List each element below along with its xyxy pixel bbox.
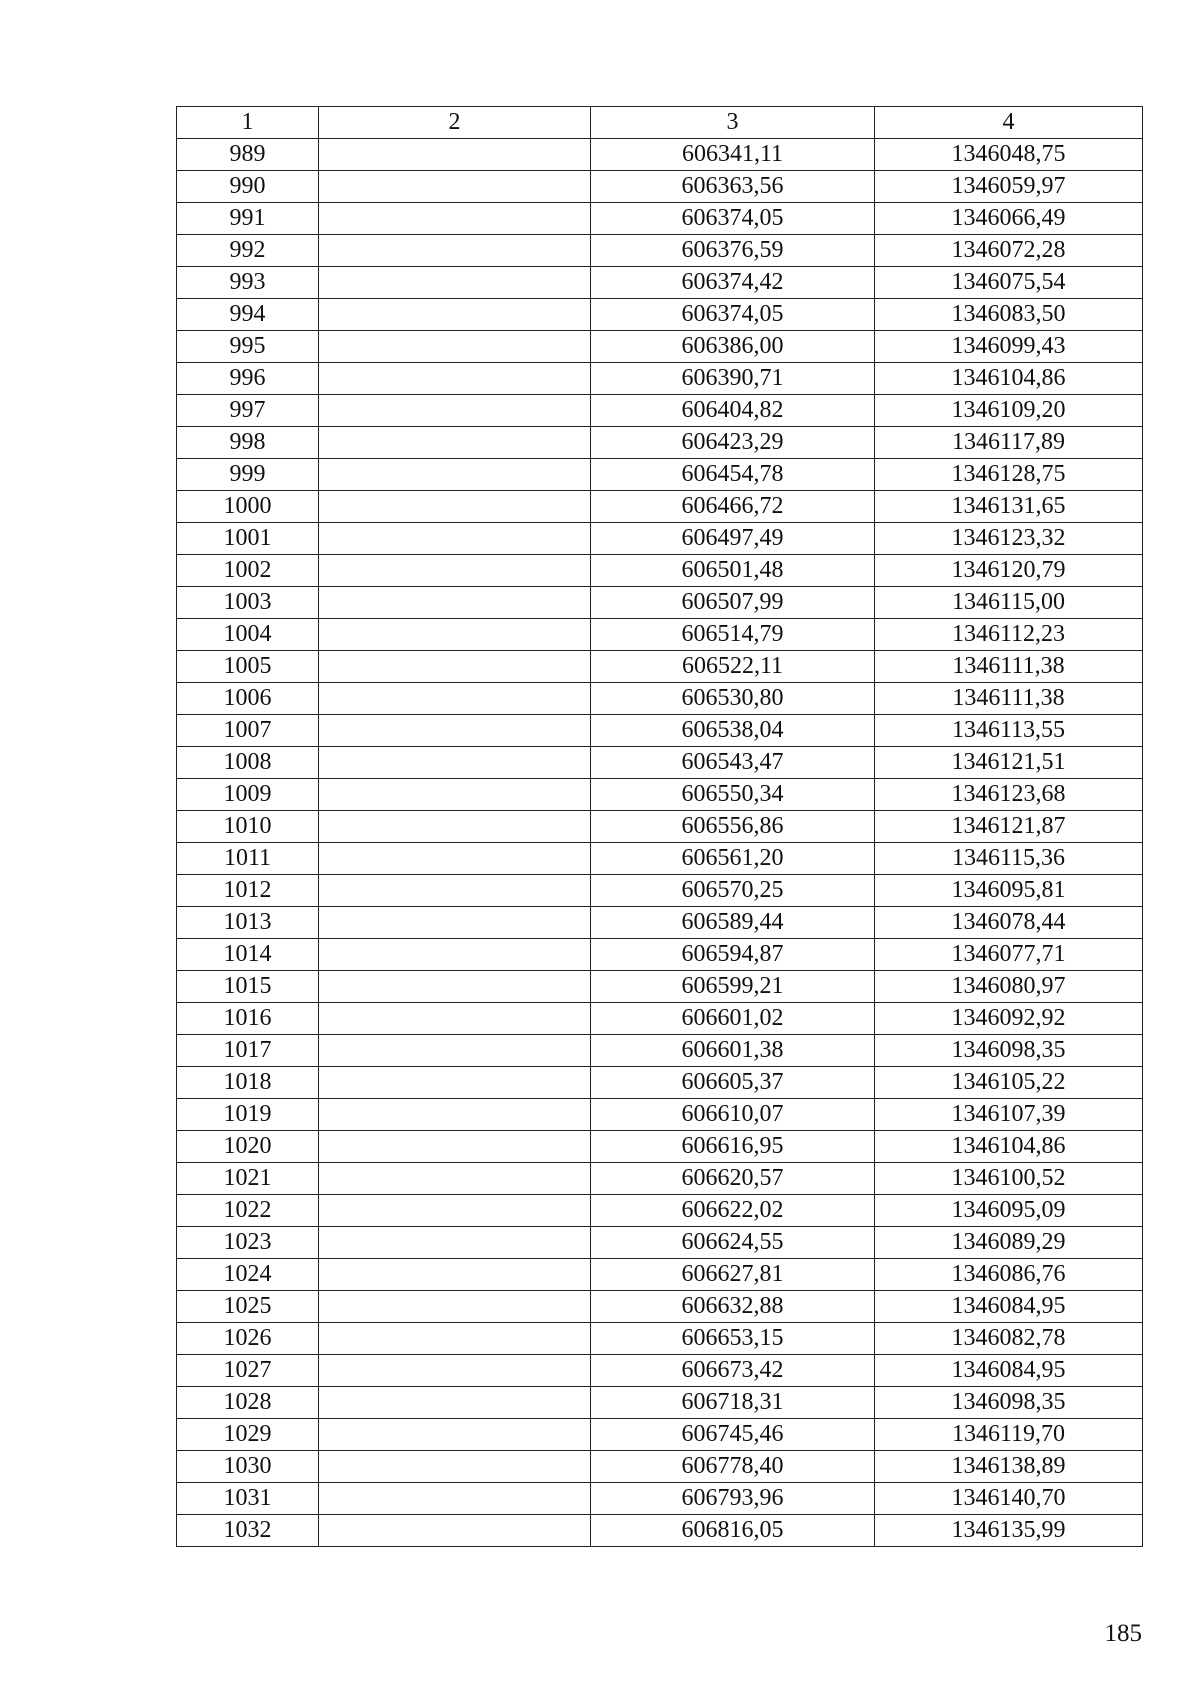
point-number-cell: 1029 [177, 1419, 319, 1451]
coordinate-y-cell: 1346120,79 [875, 555, 1143, 587]
point-number-cell: 1015 [177, 971, 319, 1003]
coordinate-x-cell: 606793,96 [591, 1483, 875, 1515]
column-2-cell [319, 1195, 591, 1227]
coordinate-x-cell: 606363,56 [591, 171, 875, 203]
coordinate-y-cell: 1346131,65 [875, 491, 1143, 523]
coordinate-x-cell: 606466,72 [591, 491, 875, 523]
point-number-cell: 1018 [177, 1067, 319, 1099]
coordinate-y-cell: 1346059,97 [875, 171, 1143, 203]
coordinate-y-cell: 1346095,09 [875, 1195, 1143, 1227]
column-2-cell [319, 843, 591, 875]
point-number-cell: 1022 [177, 1195, 319, 1227]
coordinate-x-cell: 606390,71 [591, 363, 875, 395]
point-number-cell: 995 [177, 331, 319, 363]
coordinate-y-cell: 1346107,39 [875, 1099, 1143, 1131]
column-2-cell [319, 235, 591, 267]
coordinate-x-cell: 606589,44 [591, 907, 875, 939]
coordinate-x-cell: 606543,47 [591, 747, 875, 779]
table-row [177, 971, 1143, 1003]
point-number-cell: 996 [177, 363, 319, 395]
point-number-cell: 1025 [177, 1291, 319, 1323]
table-row [177, 907, 1143, 939]
coordinate-y-cell: 1346109,20 [875, 395, 1143, 427]
table-row [177, 331, 1143, 363]
point-number-cell: 1009 [177, 779, 319, 811]
column-2-cell [319, 1067, 591, 1099]
coordinate-y-cell: 1346135,99 [875, 1515, 1143, 1547]
table-row [177, 299, 1143, 331]
table-row [177, 651, 1143, 683]
column-2-cell [319, 1259, 591, 1291]
column-2-cell [319, 1323, 591, 1355]
column-2-cell [319, 395, 591, 427]
coordinate-x-cell: 606404,82 [591, 395, 875, 427]
coordinate-y-cell: 1346115,00 [875, 587, 1143, 619]
point-number-cell: 1006 [177, 683, 319, 715]
header-col-2: 2 [319, 107, 591, 139]
coordinate-x-cell: 606497,49 [591, 523, 875, 555]
column-2-cell [319, 171, 591, 203]
column-2-cell [319, 1035, 591, 1067]
point-number-cell: 991 [177, 203, 319, 235]
coordinate-x-cell: 606622,02 [591, 1195, 875, 1227]
table-row [177, 619, 1143, 651]
coordinate-x-cell: 606601,38 [591, 1035, 875, 1067]
point-number-cell: 1027 [177, 1355, 319, 1387]
coordinate-x-cell: 606550,34 [591, 779, 875, 811]
table-row [177, 683, 1143, 715]
column-2-cell [319, 939, 591, 971]
header-col-3: 3 [591, 107, 875, 139]
point-number-cell: 1001 [177, 523, 319, 555]
coordinate-x-cell: 606501,48 [591, 555, 875, 587]
point-number-cell: 990 [177, 171, 319, 203]
point-number-cell: 992 [177, 235, 319, 267]
point-number-cell: 999 [177, 459, 319, 491]
coordinate-y-cell: 1346140,70 [875, 1483, 1143, 1515]
table-row [177, 1291, 1143, 1323]
coordinate-x-cell: 606653,15 [591, 1323, 875, 1355]
table-row [177, 1483, 1143, 1515]
coordinate-y-cell: 1346084,95 [875, 1355, 1143, 1387]
coordinate-y-cell: 1346105,22 [875, 1067, 1143, 1099]
column-2-cell [319, 555, 591, 587]
coordinate-y-cell: 1346092,92 [875, 1003, 1143, 1035]
coordinate-y-cell: 1346083,50 [875, 299, 1143, 331]
point-number-cell: 1011 [177, 843, 319, 875]
point-number-cell: 1023 [177, 1227, 319, 1259]
coordinate-y-cell: 1346128,75 [875, 459, 1143, 491]
column-2-cell [319, 715, 591, 747]
table-row [177, 1131, 1143, 1163]
coordinate-x-cell: 606376,59 [591, 235, 875, 267]
column-2-cell [319, 299, 591, 331]
column-2-cell [319, 203, 591, 235]
coordinate-x-cell: 606530,80 [591, 683, 875, 715]
coordinate-y-cell: 1346117,89 [875, 427, 1143, 459]
table-row [177, 1259, 1143, 1291]
column-2-cell [319, 971, 591, 1003]
column-2-cell [319, 1003, 591, 1035]
point-number-cell: 1010 [177, 811, 319, 843]
point-number-cell: 1019 [177, 1099, 319, 1131]
column-2-cell [319, 587, 591, 619]
column-2-cell [319, 811, 591, 843]
point-number-cell: 1008 [177, 747, 319, 779]
coordinate-x-cell: 606778,40 [591, 1451, 875, 1483]
point-number-cell: 1020 [177, 1131, 319, 1163]
table-row [177, 491, 1143, 523]
column-2-cell [319, 651, 591, 683]
point-number-cell: 1016 [177, 1003, 319, 1035]
coordinate-y-cell: 1346115,36 [875, 843, 1143, 875]
column-2-cell [319, 1355, 591, 1387]
table-row [177, 1451, 1143, 1483]
coordinate-x-cell: 606561,20 [591, 843, 875, 875]
point-number-cell: 1013 [177, 907, 319, 939]
header-col-1: 1 [177, 107, 319, 139]
point-number-cell: 1003 [177, 587, 319, 619]
point-number-cell: 1004 [177, 619, 319, 651]
coordinate-y-cell: 1346100,52 [875, 1163, 1143, 1195]
table-row [177, 1323, 1143, 1355]
coordinate-x-cell: 606816,05 [591, 1515, 875, 1547]
coordinate-y-cell: 1346086,76 [875, 1259, 1143, 1291]
coordinate-x-cell: 606514,79 [591, 619, 875, 651]
coordinate-y-cell: 1346075,54 [875, 267, 1143, 299]
coordinate-y-cell: 1346072,28 [875, 235, 1143, 267]
column-2-cell [319, 331, 591, 363]
coordinate-x-cell: 606374,05 [591, 203, 875, 235]
coordinate-x-cell: 606605,37 [591, 1067, 875, 1099]
column-2-cell [319, 1419, 591, 1451]
point-number-cell: 1000 [177, 491, 319, 523]
coordinate-y-cell: 1346089,29 [875, 1227, 1143, 1259]
table-row [177, 427, 1143, 459]
column-2-cell [319, 363, 591, 395]
column-2-cell [319, 1227, 591, 1259]
coordinate-y-cell: 1346138,89 [875, 1451, 1143, 1483]
table-row [177, 395, 1143, 427]
column-2-cell [319, 427, 591, 459]
point-number-cell: 1024 [177, 1259, 319, 1291]
point-number-cell: 1030 [177, 1451, 319, 1483]
table-row [177, 875, 1143, 907]
table-row [177, 1227, 1143, 1259]
table-row [177, 1419, 1143, 1451]
table-row [177, 555, 1143, 587]
coordinate-y-cell: 1346123,32 [875, 523, 1143, 555]
point-number-cell: 1031 [177, 1483, 319, 1515]
table-row [177, 1003, 1143, 1035]
column-2-cell [319, 683, 591, 715]
column-2-cell [319, 779, 591, 811]
table-row [177, 267, 1143, 299]
coordinate-x-cell: 606522,11 [591, 651, 875, 683]
coordinate-x-cell: 606594,87 [591, 939, 875, 971]
coordinate-y-cell: 1346095,81 [875, 875, 1143, 907]
table-row [177, 235, 1143, 267]
coordinate-x-cell: 606673,42 [591, 1355, 875, 1387]
coordinate-y-cell: 1346104,86 [875, 363, 1143, 395]
coordinate-y-cell: 1346098,35 [875, 1387, 1143, 1419]
table-row [177, 1355, 1143, 1387]
table-row [177, 779, 1143, 811]
point-number-cell: 997 [177, 395, 319, 427]
table-row [177, 1035, 1143, 1067]
column-2-cell [319, 267, 591, 299]
coordinate-y-cell: 1346066,49 [875, 203, 1143, 235]
table-row [177, 171, 1143, 203]
coordinate-y-cell: 1346082,78 [875, 1323, 1143, 1355]
column-2-cell [319, 907, 591, 939]
column-2-cell [319, 875, 591, 907]
coordinate-x-cell: 606624,55 [591, 1227, 875, 1259]
coordinate-x-cell: 606507,99 [591, 587, 875, 619]
coordinate-y-cell: 1346113,55 [875, 715, 1143, 747]
table-body [177, 139, 1143, 1547]
table-row [177, 139, 1143, 171]
point-number-cell: 989 [177, 139, 319, 171]
column-2-cell [319, 1387, 591, 1419]
table-header-row [177, 107, 1143, 139]
point-number-cell: 1012 [177, 875, 319, 907]
coordinate-x-cell: 606556,86 [591, 811, 875, 843]
coordinate-y-cell: 1346111,38 [875, 651, 1143, 683]
column-2-cell [319, 1163, 591, 1195]
column-2-cell [319, 747, 591, 779]
point-number-cell: 1002 [177, 555, 319, 587]
coordinate-y-cell: 1346077,71 [875, 939, 1143, 971]
point-number-cell: 993 [177, 267, 319, 299]
coordinate-x-cell: 606423,29 [591, 427, 875, 459]
column-2-cell [319, 1451, 591, 1483]
header-col-4: 4 [875, 107, 1143, 139]
point-number-cell: 1028 [177, 1387, 319, 1419]
coordinate-x-cell: 606620,57 [591, 1163, 875, 1195]
table-row [177, 1195, 1143, 1227]
table-row [177, 939, 1143, 971]
coordinate-y-cell: 1346121,51 [875, 747, 1143, 779]
coordinate-y-cell: 1346123,68 [875, 779, 1143, 811]
table-row [177, 747, 1143, 779]
coordinate-x-cell: 606627,81 [591, 1259, 875, 1291]
point-number-cell: 1021 [177, 1163, 319, 1195]
table-row [177, 203, 1143, 235]
coordinate-x-cell: 606374,05 [591, 299, 875, 331]
column-2-cell [319, 1483, 591, 1515]
coordinate-x-cell: 606718,31 [591, 1387, 875, 1419]
coordinate-x-cell: 606610,07 [591, 1099, 875, 1131]
coordinate-x-cell: 606616,95 [591, 1131, 875, 1163]
table-row [177, 587, 1143, 619]
coordinate-x-cell: 606454,78 [591, 459, 875, 491]
column-2-cell [319, 491, 591, 523]
column-2-cell [319, 1099, 591, 1131]
coordinate-x-cell: 606599,21 [591, 971, 875, 1003]
column-2-cell [319, 139, 591, 171]
column-2-cell [319, 619, 591, 651]
coordinate-y-cell: 1346099,43 [875, 331, 1143, 363]
coordinate-x-cell: 606745,46 [591, 1419, 875, 1451]
table-row [177, 1099, 1143, 1131]
coordinate-x-cell: 606570,25 [591, 875, 875, 907]
point-number-cell: 1005 [177, 651, 319, 683]
table-row [177, 1515, 1143, 1547]
table-row [177, 459, 1143, 491]
table-row [177, 523, 1143, 555]
point-number-cell: 1017 [177, 1035, 319, 1067]
page-number: 185 [1104, 1620, 1142, 1647]
point-number-cell: 1032 [177, 1515, 319, 1547]
column-2-cell [319, 1291, 591, 1323]
point-number-cell: 1007 [177, 715, 319, 747]
table-row [177, 843, 1143, 875]
coordinate-y-cell: 1346098,35 [875, 1035, 1143, 1067]
column-2-cell [319, 1131, 591, 1163]
coordinate-x-cell: 606374,42 [591, 267, 875, 299]
coordinate-y-cell: 1346104,86 [875, 1131, 1143, 1163]
column-2-cell [319, 523, 591, 555]
coordinate-x-cell: 606601,02 [591, 1003, 875, 1035]
coordinate-x-cell: 606632,88 [591, 1291, 875, 1323]
coordinate-y-cell: 1346078,44 [875, 907, 1143, 939]
table-row [177, 1067, 1143, 1099]
point-number-cell: 994 [177, 299, 319, 331]
coordinate-x-cell: 606386,00 [591, 331, 875, 363]
table-row [177, 811, 1143, 843]
column-2-cell [319, 459, 591, 491]
table-row [177, 1163, 1143, 1195]
coordinate-y-cell: 1346119,70 [875, 1419, 1143, 1451]
coordinate-y-cell: 1346048,75 [875, 139, 1143, 171]
table-row [177, 715, 1143, 747]
coordinate-y-cell: 1346121,87 [875, 811, 1143, 843]
coordinate-x-cell: 606341,11 [591, 139, 875, 171]
coordinate-y-cell: 1346084,95 [875, 1291, 1143, 1323]
coordinate-y-cell: 1346080,97 [875, 971, 1143, 1003]
coordinate-x-cell: 606538,04 [591, 715, 875, 747]
table-row [177, 363, 1143, 395]
column-2-cell [319, 1515, 591, 1547]
coordinate-y-cell: 1346112,23 [875, 619, 1143, 651]
coordinates-table [176, 106, 1143, 1547]
point-number-cell: 1014 [177, 939, 319, 971]
point-number-cell: 1026 [177, 1323, 319, 1355]
point-number-cell: 998 [177, 427, 319, 459]
coordinate-y-cell: 1346111,38 [875, 683, 1143, 715]
table-row [177, 1387, 1143, 1419]
